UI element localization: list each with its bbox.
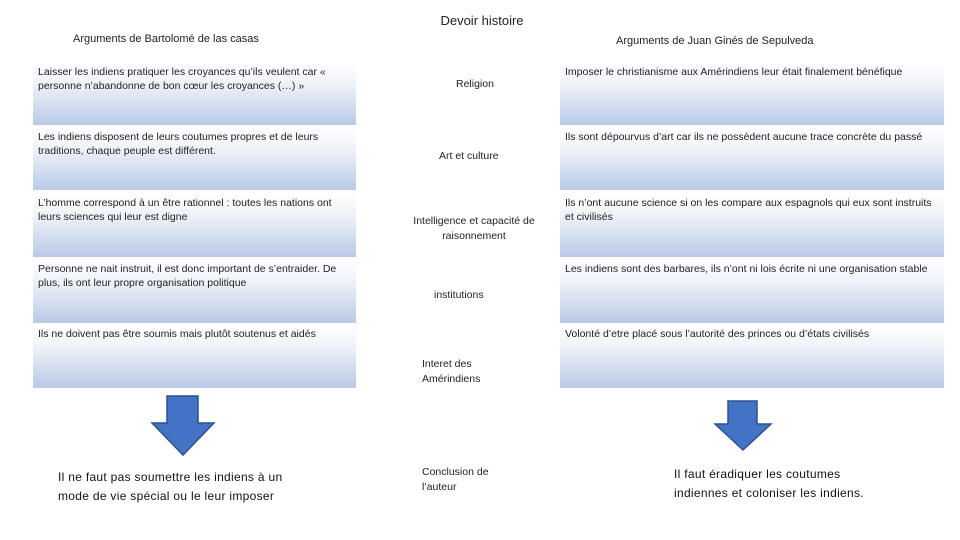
left-argument-institutions: Personne ne nait instruit, il est donc important de s’entraider. De plus, ils ont leur propre organisation politique — [33, 260, 356, 323]
left-argument-interest: Ils ne doivent pas être soumis mais plutôt soutenus et aidés — [33, 325, 356, 388]
page-title: Devoir histoire — [440, 13, 524, 28]
left-column-heading: Arguments de Bartolomé de las casas — [73, 33, 259, 45]
right-argument-art-culture: Ils sont dépourvus d’art car ils ne possèdent aucune trace concrète du passé — [560, 128, 944, 190]
theme-intelligence: Intelligence et capacité de raisonnement — [413, 215, 535, 242]
left-argument-intelligence: L’homme correspond à un être rationnel : toutes les nations ont leurs sciences qui leur est digne — [33, 194, 356, 257]
theme-institutions: institutions — [434, 289, 484, 301]
right-column-heading: Arguments de Juan Ginés de Sepulveda — [616, 35, 814, 47]
left-argument-religion: Laisser les indiens pratiquer les croyances qu’ils veulent car « personne n’abandonne de bon cœur les croyances (…) » — [33, 63, 356, 125]
right-argument-interest: Volonté d’etre placé sous l’autorité des princes ou d’états civilisés — [560, 325, 944, 388]
right-argument-intelligence: Ils n’ont aucune science si on les compare aux espagnols qui eux sont instruits et civilisés — [560, 194, 944, 257]
left-down-arrow-icon — [150, 395, 216, 457]
left-conclusion: Il ne faut pas soumettre les indiens à un mode de vie spécial ou le leur imposer — [58, 470, 283, 503]
right-argument-institutions: Les indiens sont des barbares, ils n’ont ni lois écrite ni une organisation stable — [560, 260, 944, 323]
theme-religion: Religion — [456, 78, 494, 90]
right-argument-religion: Imposer le christianisme aux Amérindiens leur était finalement bénéfique — [560, 63, 944, 125]
theme-art-culture: Art et culture — [439, 150, 499, 162]
theme-conclusion: Conclusion de l’auteur — [422, 466, 489, 493]
right-conclusion: Il faut éradiquer les coutumes indiennes et coloniser les indiens. — [674, 467, 864, 500]
right-down-arrow-icon — [713, 400, 773, 452]
theme-interest: Interet des Amérindiens — [422, 358, 481, 385]
left-argument-art-culture: Les indiens disposent de leurs coutumes propres et de leurs traditions, chaque peuple est différent. — [33, 128, 356, 190]
